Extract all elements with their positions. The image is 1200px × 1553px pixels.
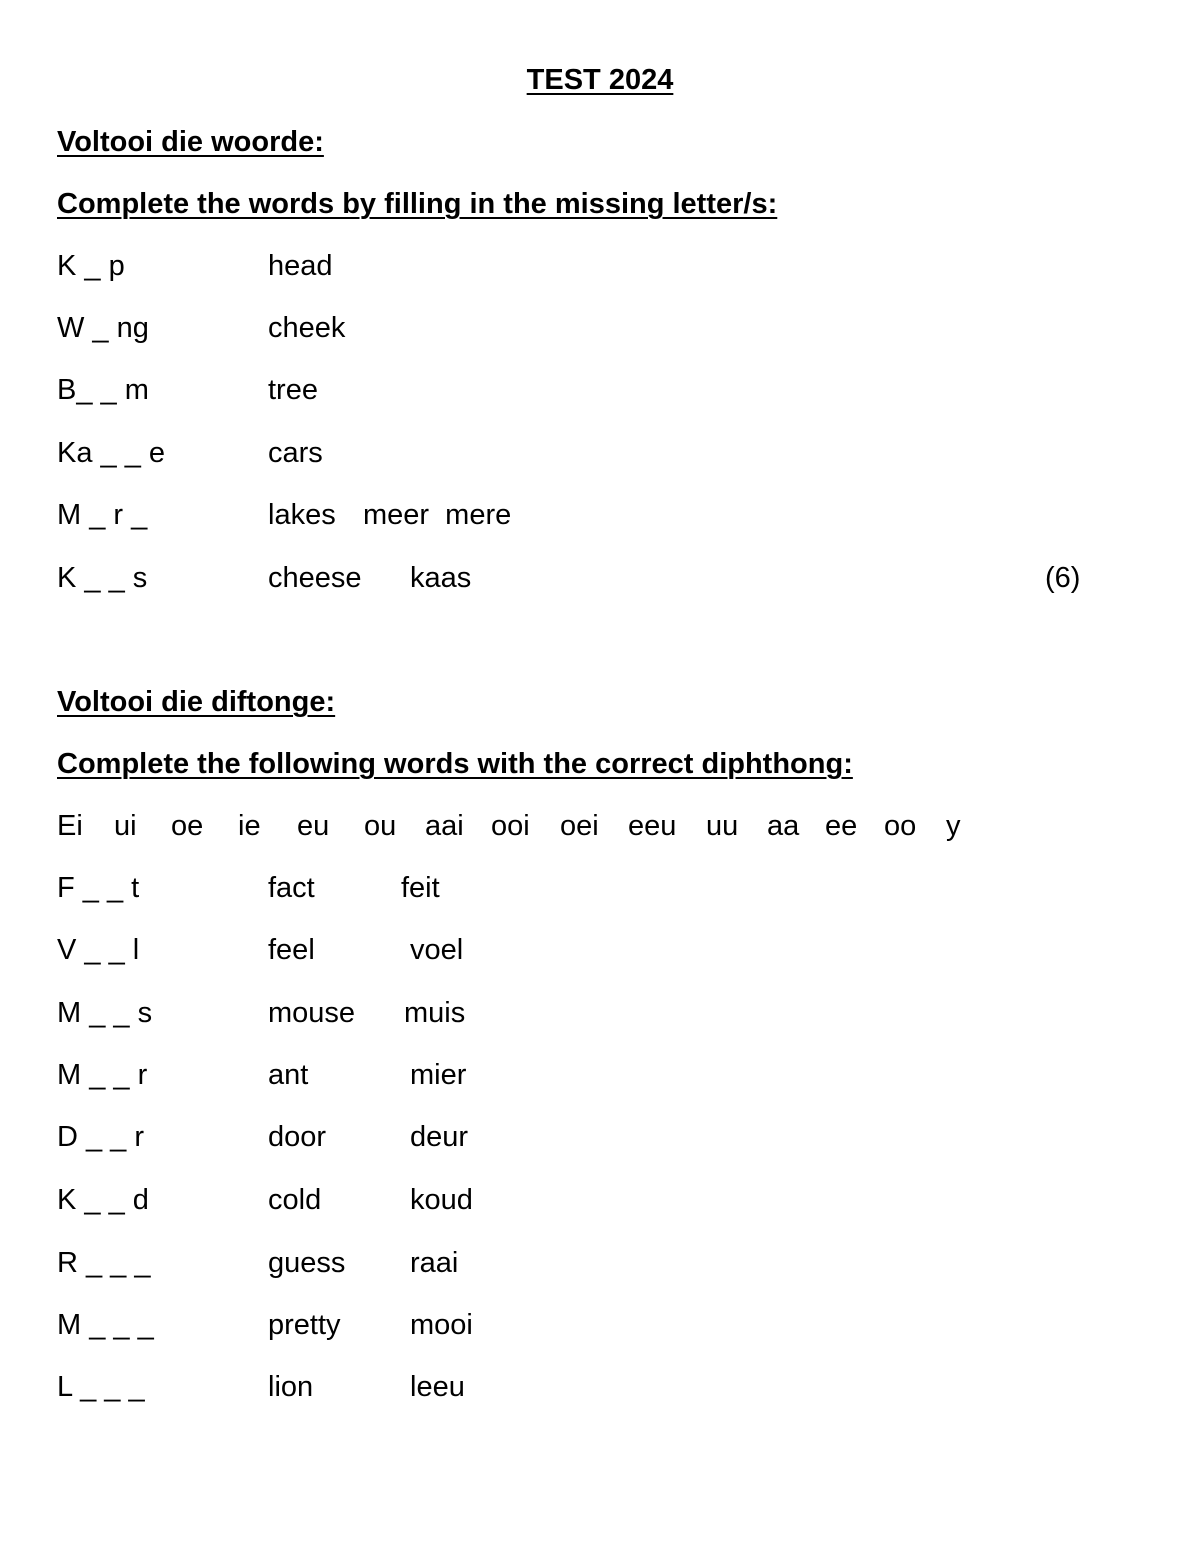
diphthong-option: aa xyxy=(767,810,800,842)
section1-word: M _ r _ xyxy=(57,499,148,531)
section1-meaning: tree xyxy=(268,374,318,406)
section1-word: B_ _ m xyxy=(57,374,149,406)
section1-meaning: cars xyxy=(268,437,323,469)
section1-meaning: cheese xyxy=(268,562,362,594)
section2-answer: deur xyxy=(410,1121,469,1153)
section2-heading-english: Complete the following words with the correct diphthong: xyxy=(57,748,853,780)
section2-answer: koud xyxy=(410,1184,473,1216)
section2-answer: feit xyxy=(401,872,440,904)
diphthong-option: ui xyxy=(114,810,137,842)
section2-word: M _ _ r xyxy=(57,1059,148,1091)
diphthong-option: ou xyxy=(364,810,397,842)
section1-meaning: cheek xyxy=(268,312,346,344)
section2-word: M _ _ s xyxy=(57,997,153,1029)
section2-meaning: feel xyxy=(268,934,315,966)
section2-answer: voel xyxy=(410,934,464,966)
section2-heading-afrikaans: Voltooi die diftonge: xyxy=(57,686,336,718)
diphthong-option: eu xyxy=(297,810,330,842)
diphthong-option: y xyxy=(946,810,961,842)
section2-word: V _ _ l xyxy=(57,934,140,966)
section2-meaning: ant xyxy=(268,1059,309,1091)
diphthong-option: oe xyxy=(171,810,204,842)
section1-handwritten-note: kaas xyxy=(410,562,472,594)
diphthong-option: Ei xyxy=(57,810,83,842)
diphthong-option: ooi xyxy=(491,810,530,842)
section2-word: R _ _ _ xyxy=(57,1247,151,1279)
section1-marks: (6) xyxy=(1045,562,1081,594)
section1-meaning: lakes xyxy=(268,499,336,531)
diphthong-option: aai xyxy=(425,810,464,842)
diphthong-option: oo xyxy=(884,810,917,842)
section1-word: K _ p xyxy=(57,250,125,282)
diphthong-option: ee xyxy=(825,810,858,842)
section1-meaning: head xyxy=(268,250,333,282)
section1-word: K _ _ s xyxy=(57,562,148,594)
section2-meaning: cold xyxy=(268,1184,322,1216)
section2-word: L _ _ _ xyxy=(57,1371,145,1403)
section2-answer: raai xyxy=(410,1247,459,1279)
section2-meaning: fact xyxy=(268,872,315,904)
diphthong-option: eeu xyxy=(628,810,677,842)
section2-answer: leeu xyxy=(410,1371,465,1403)
section2-meaning: guess xyxy=(268,1247,346,1279)
section1-handwritten-note: meer mere xyxy=(363,499,512,531)
diphthong-option: ie xyxy=(238,810,261,842)
diphthong-option: uu xyxy=(706,810,739,842)
section2-meaning: lion xyxy=(268,1371,314,1403)
page-title: TEST 2024 xyxy=(526,64,674,96)
section2-word: D _ _ r xyxy=(57,1121,145,1153)
section2-meaning: mouse xyxy=(268,997,356,1029)
section1-word: W _ ng xyxy=(57,312,149,344)
section2-answer: mooi xyxy=(410,1309,473,1341)
section1-word: Ka _ _ e xyxy=(57,437,166,469)
section2-meaning: door xyxy=(268,1121,327,1153)
section1-heading-afrikaans: Voltooi die woorde: xyxy=(57,126,324,158)
section2-answer: mier xyxy=(410,1059,467,1091)
section2-meaning: pretty xyxy=(268,1309,341,1341)
section1-heading-english: Complete the words by filling in the missing letter/s: xyxy=(57,188,778,220)
diphthong-option: oei xyxy=(560,810,599,842)
section2-word: F _ _ t xyxy=(57,872,140,904)
section2-word: K _ _ d xyxy=(57,1184,149,1216)
section2-answer: muis xyxy=(404,997,466,1029)
section2-word: M _ _ _ xyxy=(57,1309,154,1341)
